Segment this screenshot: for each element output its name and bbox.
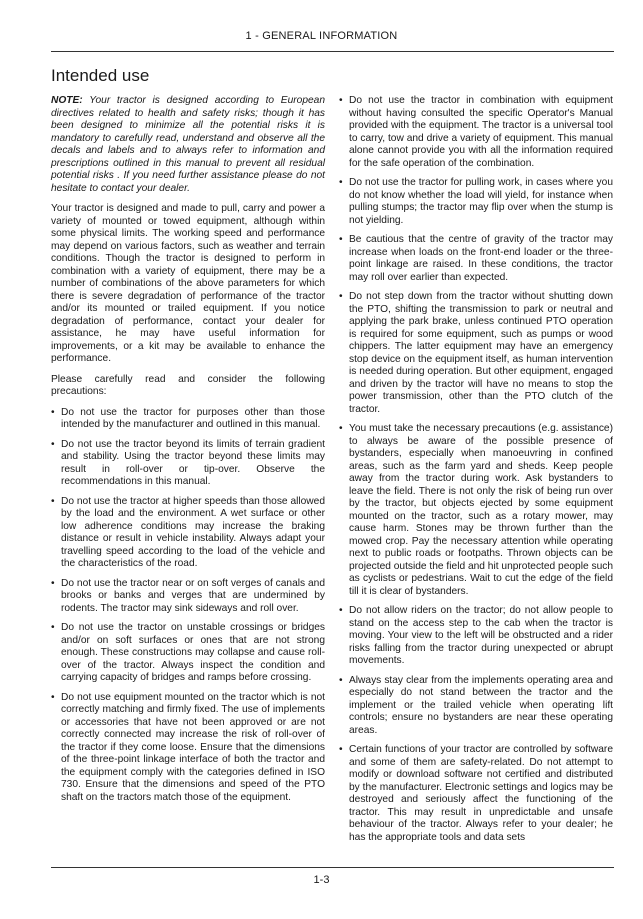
intro-paragraph: Your tractor is designed and made to pull, carry and power a variety of mounted or towed equipment, although within some physical limits. The working speed and performance may depend on various factors, such as weather and terrain conditions. Though the tractor is designed to perform in combination with a variety of equipment, there may be a number of combinations of the above parameters for which there is severe degradation of performance of the tractor and/or its mounted or trailed equipment. If you notice degradation of performance, contact your dealer for assistance, he may have useful information for improvements, or a kit may be available to enhance the performance. [51,203,325,364]
list-item: • Certain functions of your tractor are controlled by software and some of them are safety-related. Do not attempt to modify or download software not certified and distributed by the manufacturer. Electronic settings and logics may be destroyed and seriously affect the functioning of the tractor. This may result in unpredictable and unsafe behaviour of the tractor. Always refer to your dealer; he has the appropriate tools and data sets [339,744,613,844]
note-label: NOTE: [51,95,83,106]
page-number: 1-3 [313,874,330,886]
left-bullet-list [51,407,325,805]
list-item: • Do not use the tractor beyond its limits of terrain gradient and stability. Using the tractor beyond these limits may result in roll-over or tip-over. Observe the recommendations in this manual. [51,439,325,489]
left-column [51,95,325,811]
note-text: Your tractor is designed according to European directives related to health and safety risks; though it has been designed to minimize all the potential risks it is mandatory to carefully read, understand and observe all the decals and labels and to always refer to information and prescriptions outlined in this manual to prevent all residual potential risks . If you need further assistance please do not hesitate to contact your dealer. [51,95,325,194]
header-divider [51,51,614,52]
list-item: • Do not use the tractor near or on soft verges of canals and brooks or banks and verges that are undermined by rodents. The tractor may sink sideways and roll over. [51,578,325,616]
right-bullet-list [339,95,613,844]
right-column [339,95,613,851]
footer-divider [51,867,614,868]
list-item: • Be cautious that the centre of gravity of the tractor may increase when loads on the front-end loader or the three-point linkage are raised. In these conditions, the tractor may roll over earlier than expected. [339,234,613,284]
list-item: • Do not use the tractor in combination with equipment without having consulted the specific Operator's Manual provided with the equipment. The tractor is a universal tool to carry, tow and drive a variety of equipment. This manual alone cannot provide you with all the information required for the safe operation of the combination. [339,95,613,170]
list-item: • Do not use the tractor for purposes other than those intended by the manufacturer and outlined in this manual. [51,407,325,432]
list-item: • Do not use the tractor on unstable crossings or bridges and/or on soft surfaces or ones that are not strong enough. These constructions may collapse and cause roll-over of the tractor. Always inspect the condition and carrying capacity of bridges and ramps before crossing. [51,622,325,685]
list-item: • Do not use the tractor for pulling work, in cases where you do not know whether the load will yield, for instance when pulling stumps; the tractor may flip over when the stump is not yielding. [339,177,613,227]
precautions-lead: Please carefully read and consider the following precautions: [51,373,325,397]
list-item: • Do not use equipment mounted on the tractor which is not correctly matching and firmly fixed. The use of implements or accessories that have not been approved or are not correctly connected may increase the risk of roll-over of the tractor if they come loose. Ensure that the dimensions of the three-point linkage interface of both the tractor and the equipment comply with the categories defined in ISO 730. Ensure that the dimensions and speed of the PTO shaft on the tractors match those of the equipment. [51,692,325,805]
list-item: • Do not allow riders on the tractor; do not allow people to stand on the access step to the cab when the tractor is moving. Your view to the left will be obstructed and a rider risks falling from the tractor during unexpected or abrupt movements. [339,605,613,668]
note-paragraph [51,95,325,195]
list-item: • Always stay clear from the implements operating area and especially do not stand between the tractor and the implement or the trailed vehicle when operating lift controls; ensure no bystanders are near these operating areas. [339,675,613,738]
list-item: • Do not step down from the tractor without shutting down the PTO, shifting the transmission to park or neutral and applying the park brake, unless continued PTO operation is required for some equipment, such as pumps or wood chippers. The latter equipment may have an emergency stop device on the equipment itself, as human intervention is needed during operation. But other equipment, engaged and driven by the tractor will have no means to stop the power transmission, other than the PTO clutch of the tractor. [339,291,613,416]
list-item: • Do not use the tractor at higher speeds than those allowed by the load and the environment. A wet surface or other low adherence conditions may increase the braking distance or result in vehicle instability. Always adapt your travelling speed according to the load of the vehicle and the characteristics of the road. [51,496,325,571]
list-item: • You must take the necessary precautions (e.g. assistance) to always be aware of the possible presence of bystanders, especially when manoeuvring in confined areas, such as the farm yard and sheds. Keep people away from the tractor during work. Ask bystanders to leave the field. There is not only the risk of being run over by the tractor, but objects ejected by some equipment mounted on the tractor, such as a rotary mower, may cause harm. Stones may be thrown further than the mowed crop. Pay the necessary attention while operating next to public roads or footpaths. Thrown objects can be projected outside the field and hit unprotected people such as cyclists or pedestrians. Wait to cut the edge of the field till it is clear of bystanders. [339,423,613,598]
section-header: 1 - GENERAL INFORMATION [245,30,398,42]
page-title: Intended use [51,66,150,85]
